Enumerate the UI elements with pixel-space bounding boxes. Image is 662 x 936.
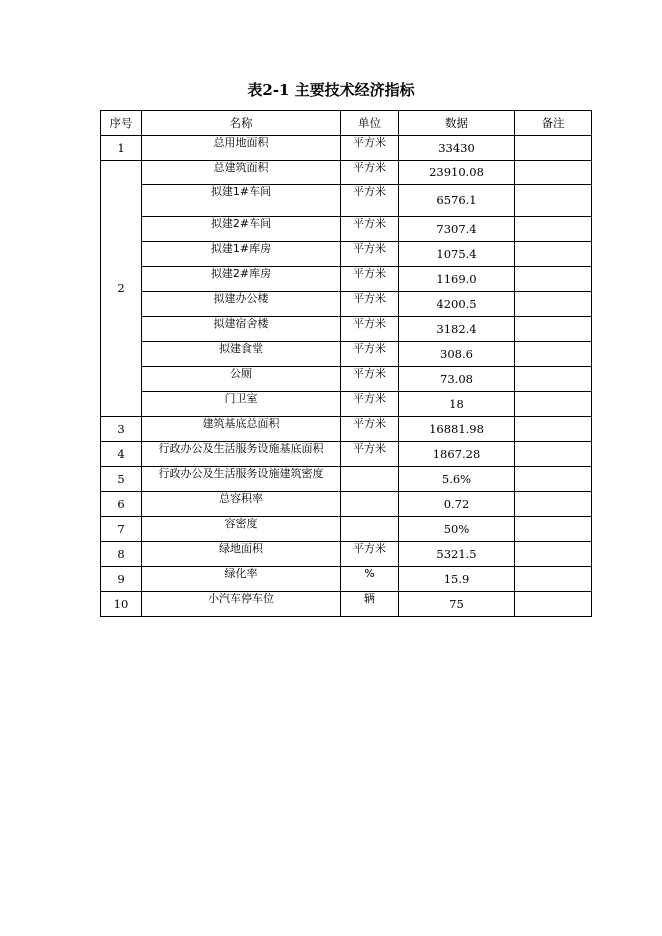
table-row [101, 417, 592, 442]
unit-cell: 平方米 [341, 292, 399, 317]
value-cell: 1169.0 [399, 267, 515, 292]
header-value: 数据 [399, 111, 515, 136]
value-cell: 18 [399, 392, 515, 417]
name-cell: 公厕 [142, 367, 341, 392]
unit-cell: 平方米 [341, 267, 399, 292]
name-cell: 绿化率 [142, 567, 341, 592]
value-cell: 75 [399, 592, 515, 617]
unit-cell: 平方米 [341, 442, 399, 467]
name-cell: 容密度 [142, 517, 341, 542]
table-row [101, 367, 592, 392]
header-seq: 序号 [101, 111, 142, 136]
unit-cell: 平方米 [341, 217, 399, 242]
table-row [101, 517, 592, 542]
seq-cell: 1 [101, 136, 142, 161]
table-row [101, 392, 592, 417]
table-row [101, 342, 592, 367]
table-row [101, 542, 592, 567]
name-cell: 建筑基底总面积 [142, 417, 341, 442]
note-cell [515, 542, 592, 567]
name-cell: 行政办公及生活服务设施建筑密度 [142, 467, 341, 492]
note-cell [515, 342, 592, 367]
seq-cell: 7 [101, 517, 142, 542]
note-cell [515, 567, 592, 592]
seq-cell: 8 [101, 542, 142, 567]
name-cell: 总建筑面积 [142, 161, 341, 185]
unit-cell: 平方米 [341, 317, 399, 342]
table-row [101, 442, 592, 467]
table-row [101, 185, 592, 217]
name-cell: 总用地面积 [142, 136, 341, 161]
unit-cell: 平方米 [341, 185, 399, 217]
note-cell [515, 242, 592, 267]
note-cell [515, 185, 592, 217]
seq-cell: 10 [101, 592, 142, 617]
value-cell: 15.9 [399, 567, 515, 592]
table-row [101, 136, 592, 161]
unit-cell: 平方米 [341, 417, 399, 442]
name-cell: 拟建2#车间 [142, 217, 341, 242]
table-row [101, 492, 592, 517]
note-cell [515, 492, 592, 517]
name-cell: 小汽车停车位 [142, 592, 341, 617]
seq-cell: 3 [101, 417, 142, 442]
unit-cell: 辆 [341, 592, 399, 617]
name-cell: 拟建宿舍楼 [142, 317, 341, 342]
table-title: 表2-1 主要技术经济指标 [247, 81, 415, 99]
note-cell [515, 292, 592, 317]
note-cell [515, 136, 592, 161]
header-name: 名称 [142, 111, 341, 136]
table-row [101, 467, 592, 492]
value-cell: 5.6% [399, 467, 515, 492]
note-cell [515, 317, 592, 342]
unit-cell: 平方米 [341, 342, 399, 367]
note-cell [515, 517, 592, 542]
value-cell: 7307.4 [399, 217, 515, 242]
name-cell: 总容积率 [142, 492, 341, 517]
table-row [101, 567, 592, 592]
note-cell [515, 267, 592, 292]
name-cell: 门卫室 [142, 392, 341, 417]
table-row [101, 217, 592, 242]
table-row [101, 242, 592, 267]
value-cell: 0.72 [399, 492, 515, 517]
unit-cell: 平方米 [341, 542, 399, 567]
table-row [101, 592, 592, 617]
header-note: 备注 [515, 111, 592, 136]
value-cell: 4200.5 [399, 292, 515, 317]
table-row [101, 292, 592, 317]
value-cell: 6576.1 [399, 185, 515, 217]
value-cell: 3182.4 [399, 317, 515, 342]
unit-cell: 平方米 [341, 367, 399, 392]
unit-cell [341, 517, 399, 542]
value-cell: 23910.08 [399, 161, 515, 185]
seq-cell: 4 [101, 442, 142, 467]
header-row [101, 111, 592, 136]
value-cell: 33430 [399, 136, 515, 161]
note-cell [515, 592, 592, 617]
header-unit: 单位 [341, 111, 399, 136]
value-cell: 1867.28 [399, 442, 515, 467]
name-cell: 拟建食堂 [142, 342, 341, 367]
name-cell: 拟建1#车间 [142, 185, 341, 217]
seq-cell: 5 [101, 467, 142, 492]
table-row [101, 317, 592, 342]
indicators-table [100, 110, 592, 617]
value-cell: 1075.4 [399, 242, 515, 267]
note-cell [515, 442, 592, 467]
table-row [101, 267, 592, 292]
name-cell: 拟建办公楼 [142, 292, 341, 317]
value-cell: 73.08 [399, 367, 515, 392]
unit-cell [341, 492, 399, 517]
name-cell: 拟建1#库房 [142, 242, 341, 267]
note-cell [515, 392, 592, 417]
unit-cell: 平方米 [341, 392, 399, 417]
unit-cell: 平方米 [341, 242, 399, 267]
note-cell [515, 467, 592, 492]
note-cell [515, 217, 592, 242]
note-cell [515, 367, 592, 392]
table-row [101, 161, 592, 185]
unit-cell [341, 467, 399, 492]
unit-cell: 平方米 [341, 136, 399, 161]
unit-cell: % [341, 567, 399, 592]
value-cell: 5321.5 [399, 542, 515, 567]
note-cell [515, 161, 592, 185]
value-cell: 16881.98 [399, 417, 515, 442]
seq-cell: 9 [101, 567, 142, 592]
name-cell: 绿地面积 [142, 542, 341, 567]
name-cell: 拟建2#库房 [142, 267, 341, 292]
unit-cell: 平方米 [341, 161, 399, 185]
value-cell: 50% [399, 517, 515, 542]
note-cell [515, 417, 592, 442]
value-cell: 308.6 [399, 342, 515, 367]
name-cell: 行政办公及生活服务设施基底面积 [142, 442, 341, 467]
seq-cell: 2 [101, 161, 142, 417]
seq-cell: 6 [101, 492, 142, 517]
